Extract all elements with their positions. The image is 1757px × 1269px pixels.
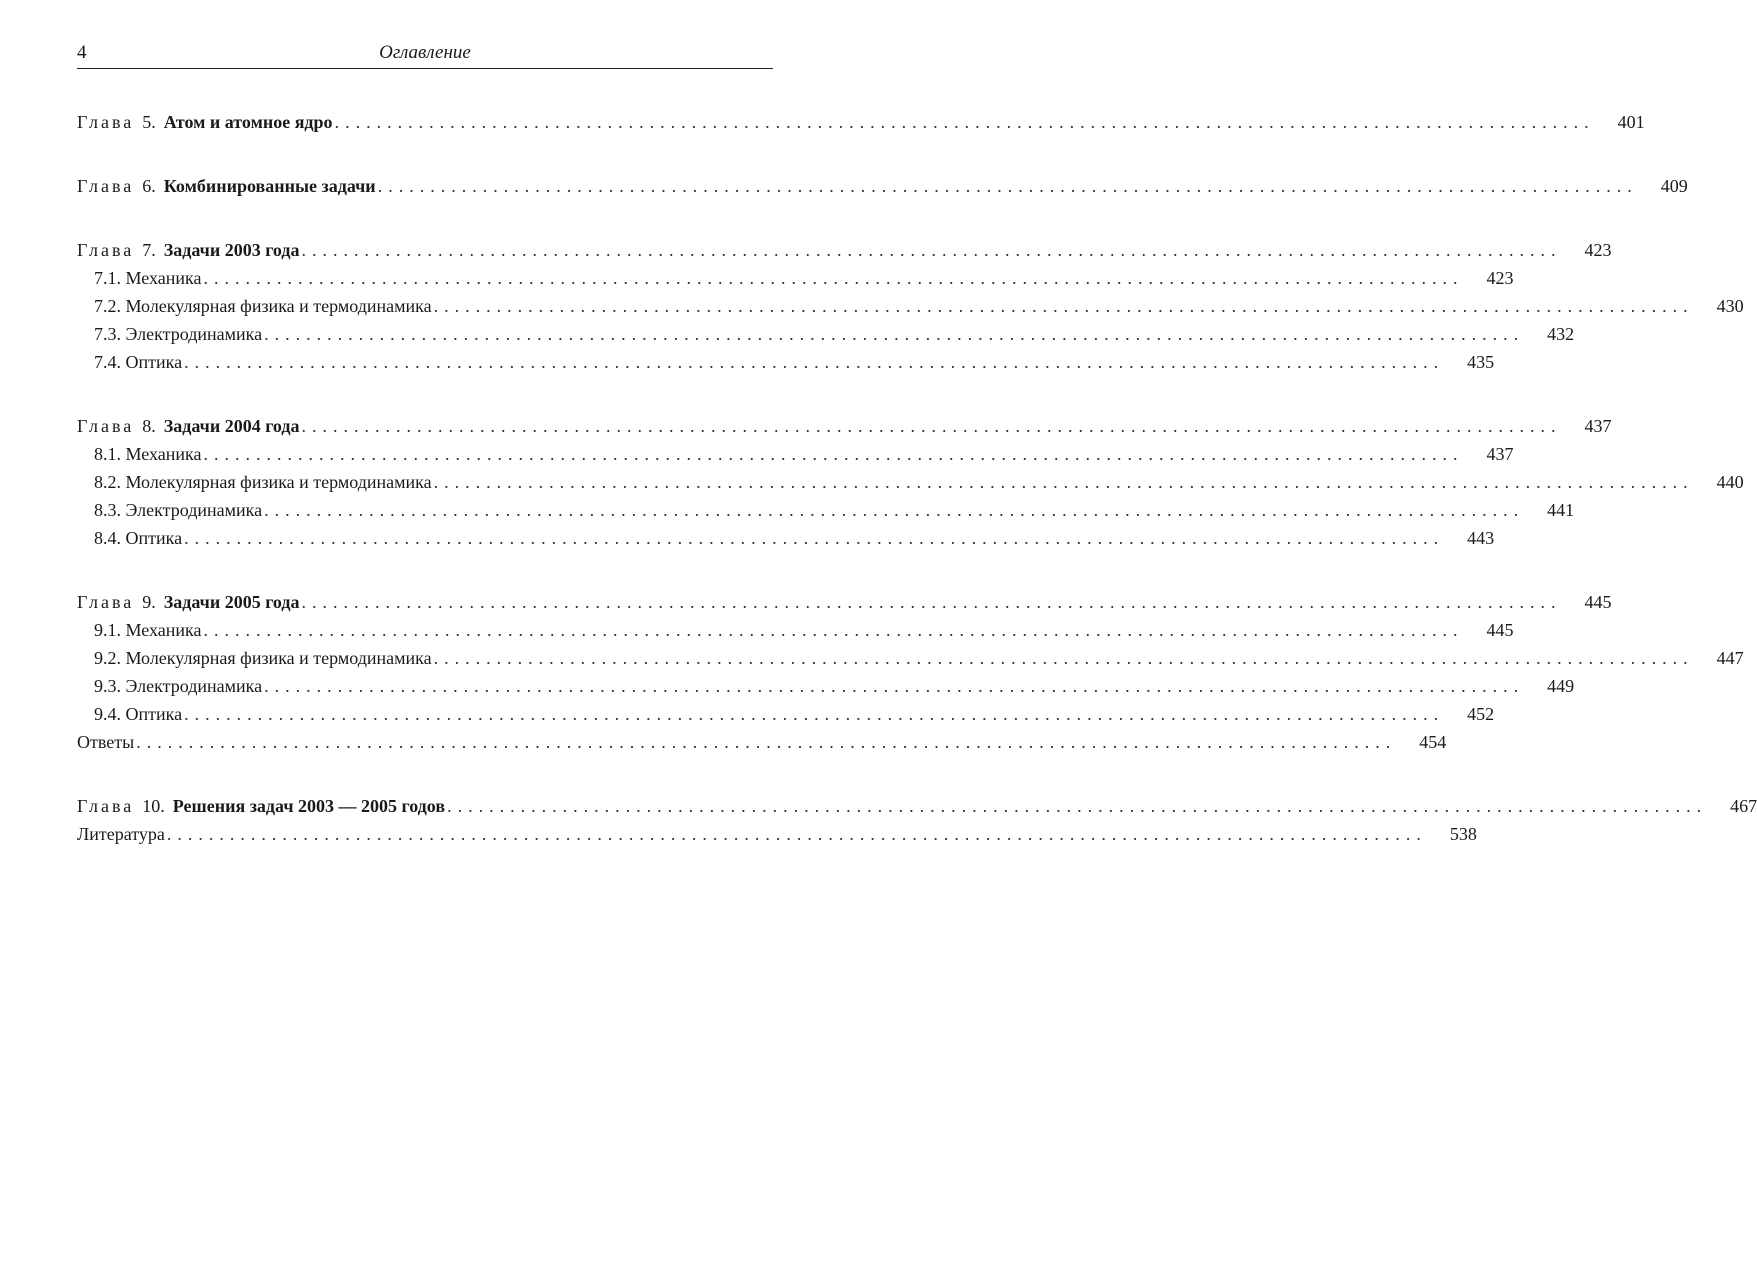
dot-leader: ........................................................................................................................ — [301, 416, 1562, 436]
toc-section-9-1[interactable] — [77, 616, 1514, 644]
section-title: 8.3. Электродинамика — [94, 500, 263, 520]
page-ref: 430 — [1716, 296, 1744, 316]
page-ref: 467 — [1730, 796, 1757, 816]
dot-leader: ........................................................................................................................ — [433, 648, 1694, 668]
page-ref: 454 — [1419, 732, 1447, 752]
section-title: 7.2. Молекулярная физика и термодинамика — [94, 296, 432, 316]
toc-chapter-10[interactable] — [77, 792, 1757, 820]
dot-leader: ........................................................................................................................ — [377, 176, 1638, 196]
page-ref: 432 — [1547, 324, 1575, 344]
section-title: 7.4. Оптика — [94, 352, 183, 372]
page-ref: 409 — [1660, 176, 1688, 196]
section-title: 9.3. Электродинамика — [94, 676, 263, 696]
toc-section-8-3[interactable] — [77, 496, 1575, 524]
dot-leader: ........................................................................................................................ — [203, 444, 1464, 464]
chapter-title: Атом и атомное ядро — [163, 112, 333, 132]
dot-leader: ........................................................................................................................ — [447, 796, 1708, 816]
section-title: 8.4. Оптика — [94, 528, 183, 548]
section-title: 9.2. Молекулярная физика и термодинамика — [94, 648, 432, 668]
dot-leader: ........................................................................................................................ — [433, 472, 1694, 492]
toc-chapter-7[interactable] — [77, 236, 1612, 264]
chapter-number: 5. — [142, 112, 156, 132]
chapter-title: Решения задач 2003 — 2005 годов — [172, 796, 446, 816]
dot-leader: ........................................................................................................................ — [301, 240, 1562, 260]
dot-leader: ........................................................................................................................ — [433, 296, 1694, 316]
dot-leader: ........................................................................................................................ — [136, 732, 1397, 752]
page-ref: 447 — [1716, 648, 1744, 668]
page-number: 4 — [77, 42, 87, 63]
toc-section-9-2[interactable] — [77, 644, 1744, 672]
page-ref: 441 — [1547, 500, 1575, 520]
chapter-number: 6. — [142, 176, 156, 196]
toc-chapter-9[interactable] — [77, 588, 1612, 616]
toc-section-8-4[interactable] — [77, 524, 1495, 552]
page-ref: 443 — [1467, 528, 1495, 548]
chapter-number: 9. — [142, 592, 156, 612]
page-ref: 435 — [1467, 352, 1495, 372]
chapter-number: 8. — [142, 416, 156, 436]
toc-section-7-1[interactable] — [77, 264, 1514, 292]
dot-leader: ........................................................................................................................ — [184, 704, 1445, 724]
section-title: Ответы — [77, 732, 135, 752]
table-of-contents — [77, 108, 1757, 848]
page-ref: 423 — [1584, 240, 1612, 260]
toc-answers[interactable] — [77, 728, 1447, 756]
dot-leader: ........................................................................................................................ — [203, 620, 1464, 640]
section-title: 9.4. Оптика — [94, 704, 183, 724]
chapter-label: Глава — [77, 112, 135, 132]
dot-leader: ........................................................................................................................ — [264, 324, 1525, 344]
toc-section-7-4[interactable] — [77, 348, 1495, 376]
toc-section-9-3[interactable] — [77, 672, 1575, 700]
page-ref: 437 — [1486, 444, 1514, 464]
section-title: 8.2. Молекулярная физика и термодинамика — [94, 472, 432, 492]
dot-leader: ........................................................................................................................ — [334, 112, 1595, 132]
page-ref: 445 — [1486, 620, 1514, 640]
chapter-title: Задачи 2004 года — [163, 416, 300, 436]
chapter-label: Глава — [77, 240, 135, 260]
chapter-title: Комбинированные задачи — [163, 176, 376, 196]
page-ref: 449 — [1547, 676, 1575, 696]
chapter-title: Задачи 2003 года — [163, 240, 300, 260]
dot-leader: ........................................................................................................................ — [301, 592, 1562, 612]
toc-section-8-1[interactable] — [77, 440, 1514, 468]
dot-leader: ........................................................................................................................ — [264, 500, 1525, 520]
dot-leader: ........................................................................................................................ — [184, 352, 1445, 372]
toc-section-7-2[interactable] — [77, 292, 1744, 320]
toc-section-9-4[interactable] — [77, 700, 1495, 728]
toc-literature[interactable] — [77, 820, 1477, 848]
chapter-number: 7. — [142, 240, 156, 260]
section-title: Литература — [77, 824, 165, 844]
page-ref: 538 — [1449, 824, 1477, 844]
page-ref: 423 — [1486, 268, 1514, 288]
toc-chapter-6[interactable] — [77, 172, 1688, 200]
page-ref: 440 — [1716, 472, 1744, 492]
section-title: 8.1. Механика — [94, 444, 202, 464]
section-title: 7.3. Электродинамика — [94, 324, 263, 344]
toc-chapter-5[interactable] — [77, 108, 1645, 136]
page-header — [77, 40, 773, 69]
dot-leader: ........................................................................................................................ — [203, 268, 1464, 288]
dot-leader: ........................................................................................................................ — [184, 528, 1445, 548]
section-title: 7.1. Механика — [94, 268, 202, 288]
page-ref: 437 — [1584, 416, 1612, 436]
dot-leader: ........................................................................................................................ — [264, 676, 1525, 696]
chapter-label: Глава — [77, 796, 135, 816]
chapter-number: 10. — [142, 796, 165, 816]
toc-section-7-3[interactable] — [77, 320, 1575, 348]
section-title: 9.1. Механика — [94, 620, 202, 640]
chapter-label: Глава — [77, 416, 135, 436]
dot-leader: ........................................................................................................................ — [166, 824, 1427, 844]
toc-chapter-8[interactable] — [77, 412, 1612, 440]
toc-section-8-2[interactable] — [77, 468, 1744, 496]
chapter-label: Глава — [77, 592, 135, 612]
page-ref: 401 — [1617, 112, 1645, 132]
chapter-label: Глава — [77, 176, 135, 196]
chapter-title: Задачи 2005 года — [163, 592, 300, 612]
page-ref: 445 — [1584, 592, 1612, 612]
running-title: Оглавление — [379, 42, 471, 63]
page-ref: 452 — [1467, 704, 1495, 724]
